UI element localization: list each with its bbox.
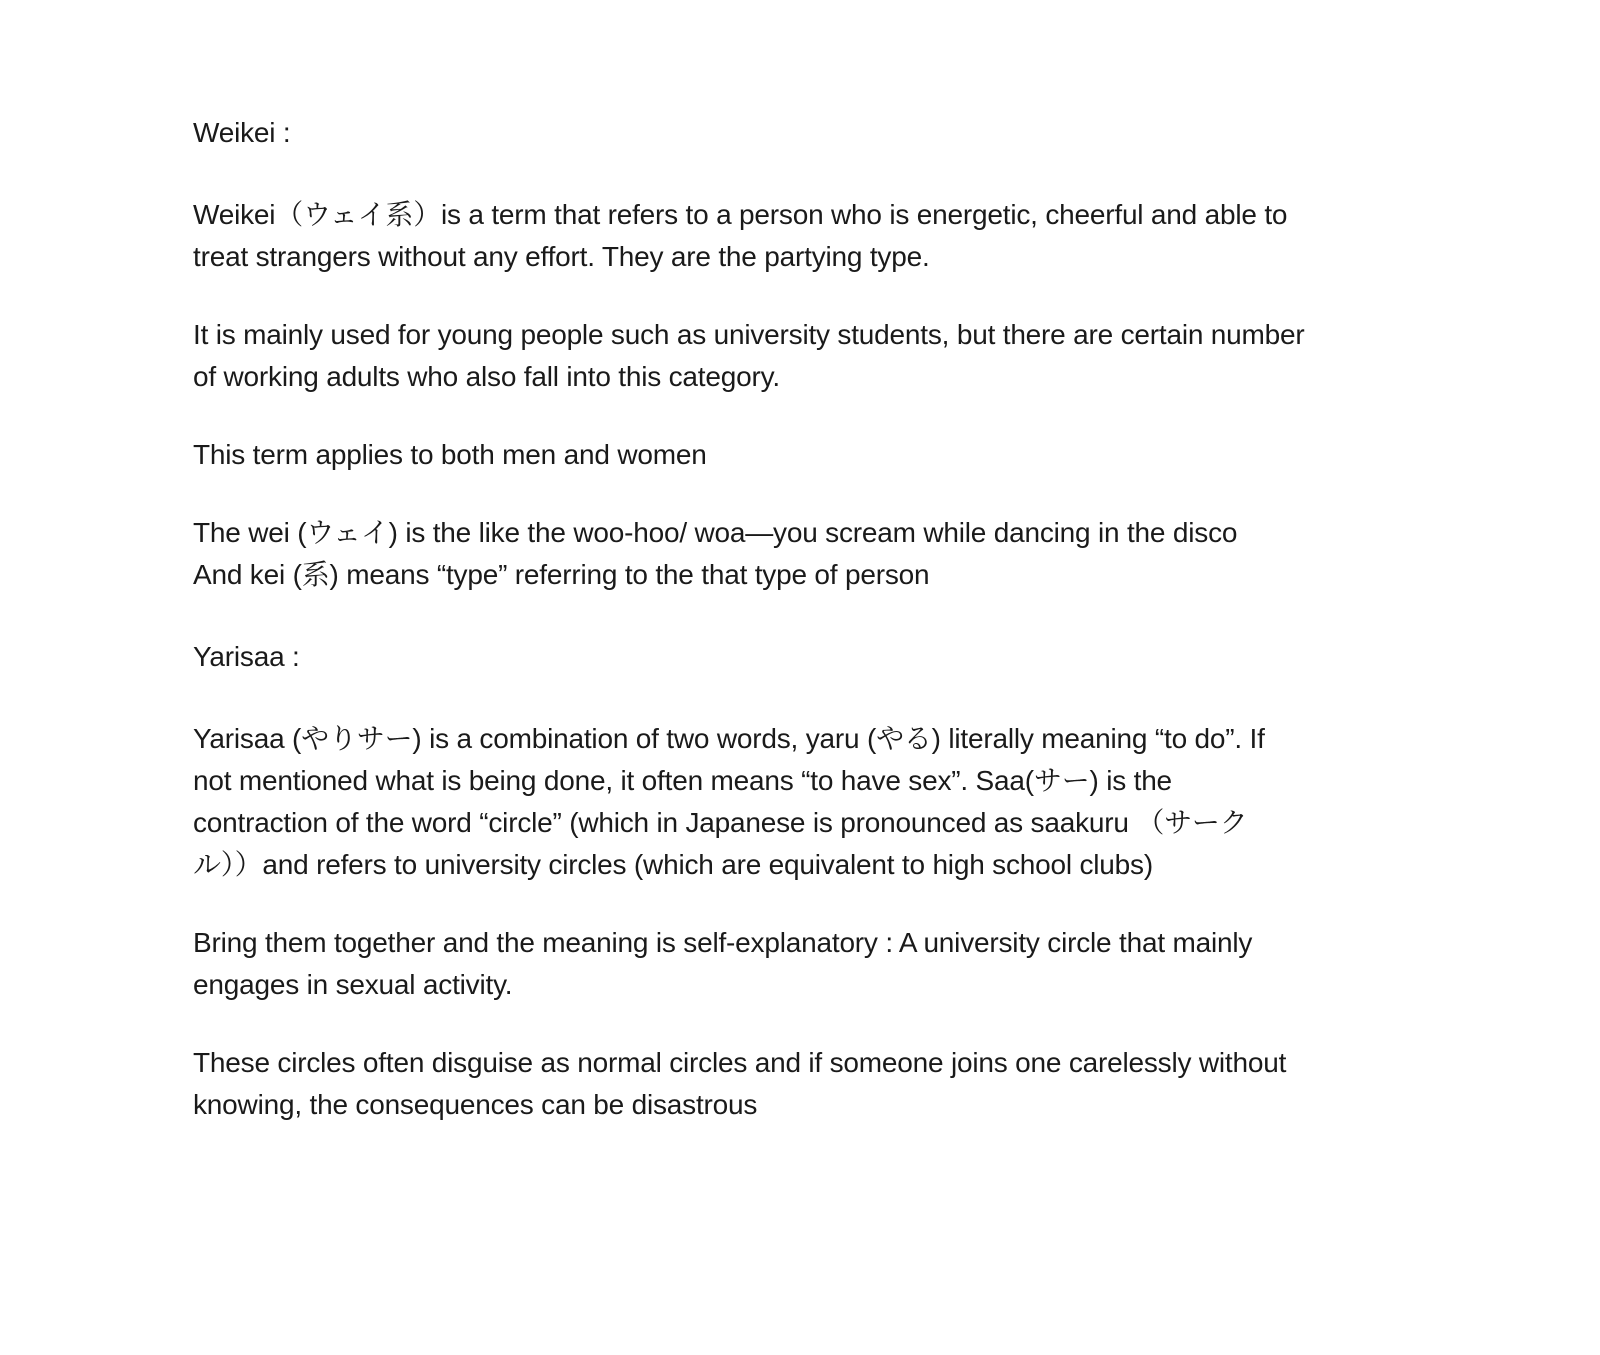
paragraph-line: Weikei（ウェイ系）is a term that refers to a person who is energetic, cheerful and able to [193, 199, 1288, 230]
paragraph-weikei-definition [193, 194, 1433, 278]
paragraph-line: This term applies to both men and women [193, 439, 707, 470]
paragraph-line: And kei (系) means “type” referring to the that type of person [193, 559, 930, 590]
paragraph-line: It is mainly used for young people such as university students, but there are certain number [193, 319, 1305, 350]
paragraph-weikei-usage [193, 314, 1433, 398]
paragraph-line: contraction of the word “circle” (which in Japanese is pronounced as saakuru （サーク [193, 807, 1248, 838]
paragraph-line: not mentioned what is being done, it often means “to have sex”. Saa(サー) is the [193, 765, 1172, 796]
heading-weikei [193, 112, 1433, 154]
paragraph-line: These circles often disguise as normal circles and if someone joins one carelessly without [193, 1047, 1287, 1078]
paragraph-weikei-gender [193, 434, 1433, 476]
paragraph-weikei-etymology [193, 512, 1433, 596]
paragraph-line: treat strangers without any effort. They are the partying type. [193, 241, 930, 272]
document-body [193, 112, 1433, 1126]
paragraph-line: ル））and refers to university circles (which are equivalent to high school clubs) [193, 849, 1153, 880]
paragraph-yarisaa-meaning [193, 922, 1433, 1006]
paragraph-line: engages in sexual activity. [193, 969, 513, 1000]
heading-yarisaa-text: Yarisaa : [193, 641, 300, 672]
paragraph-line: knowing, the consequences can be disastrous [193, 1089, 758, 1120]
paragraph-line: The wei (ウェイ) is the like the woo-hoo/ woa—you scream while dancing in the disco [193, 517, 1238, 548]
heading-weikei-text: Weikei : [193, 117, 291, 148]
paragraph-yarisaa-warning [193, 1042, 1433, 1126]
paragraph-line: Yarisaa (やりサー) is a combination of two words, yaru (やる) literally meaning “to do”. If [193, 723, 1265, 754]
paragraph-line: Bring them together and the meaning is self-explanatory : A university circle that mainly [193, 927, 1253, 958]
paragraph-line: of working adults who also fall into this category. [193, 361, 780, 392]
heading-yarisaa [193, 636, 1433, 678]
paragraph-yarisaa-definition [193, 718, 1433, 886]
